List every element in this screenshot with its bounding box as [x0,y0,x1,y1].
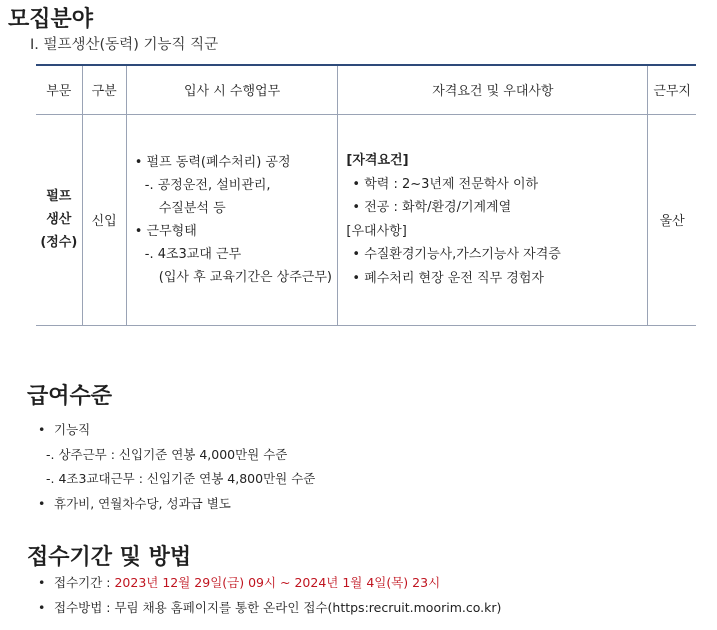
qualifications-cell [338,114,648,325]
table-row [36,114,696,325]
bullet-icon: • [38,422,46,437]
duty-item: -. 공정운전, 설비관리, [144,177,271,193]
duties-cell [126,114,338,325]
list-item: • 휴가비, 연월차수당, 성과급 별도 [38,492,315,517]
bullet-icon: • [38,495,46,511]
recruit-subtitle: I. 펄프생산(동력) 기능직 직군 [30,37,219,53]
preference-item: • 폐수처리 현장 운전 직무 경험자 [352,270,544,286]
bullet-icon: • [38,599,46,615]
apply-section-title: 접수기간 및 방법 [27,545,192,570]
header-qualifications: 자격요건 및 우대사항 [338,65,648,114]
duty-item: 수질분석 등 [158,200,226,216]
header-duties: 입사 시 수행업무 [126,65,338,114]
recruit-section-title: 모집분야 [8,7,94,32]
list-item: -. 상주근무 : 신입기준 연봉 4,000만원 수준 [46,446,288,462]
dept-cell [36,114,82,325]
method-text: 접수방법 : 무림 채용 홈페이지를 통한 온라인 접수(https:recruit.moorim.co.kr) [54,599,502,615]
list-item: • 기능직 [38,418,315,443]
table-header-row [36,65,696,114]
qualification-heading: [자격요건] [346,153,409,168]
preference-heading: [우대사항] [346,223,407,239]
qualification-item: • 전공 : 화학/환경/기계계열 [352,200,512,215]
dept-line: (정수) [40,235,78,250]
preference-item: • 수질환경기능사,가스기능사 자격증 [352,247,561,262]
duty-item: (입사 후 교육기간은 상주근무) [158,269,332,285]
header-type: 구분 [82,65,126,114]
header-location: 근무지 [648,65,696,114]
duty-item: • 근무형태 [134,223,197,239]
period-value: 2023년 12월 29일(금) 09시 ~ 2024년 1월 4일(목) 23시 [114,575,441,590]
period-label: 접수기간 : [54,575,115,590]
dept-line: 생산 [46,212,72,227]
list-item: -. 4조3교대근무 : 신입기준 연봉 4,800만원 수준 [46,471,316,486]
list-item [38,596,501,621]
type-cell: 신입 [82,114,126,325]
qualification-item: • 학력 : 2~3년제 전문학사 이하 [352,176,539,192]
location-cell: 울산 [648,114,696,325]
bullet-icon: • [38,575,46,590]
duty-item: • 펄프 동력(폐수처리) 공정 [134,154,291,170]
recruit-table [36,64,696,326]
header-dept: 부문 [36,65,82,114]
salary-list [38,418,315,516]
list-item [38,571,501,596]
apply-list [38,571,501,620]
salary-section-title: 급여수준 [27,384,113,409]
duty-item: -. 4조3교대 근무 [144,246,242,262]
dept-line: 펄프 [46,189,72,204]
